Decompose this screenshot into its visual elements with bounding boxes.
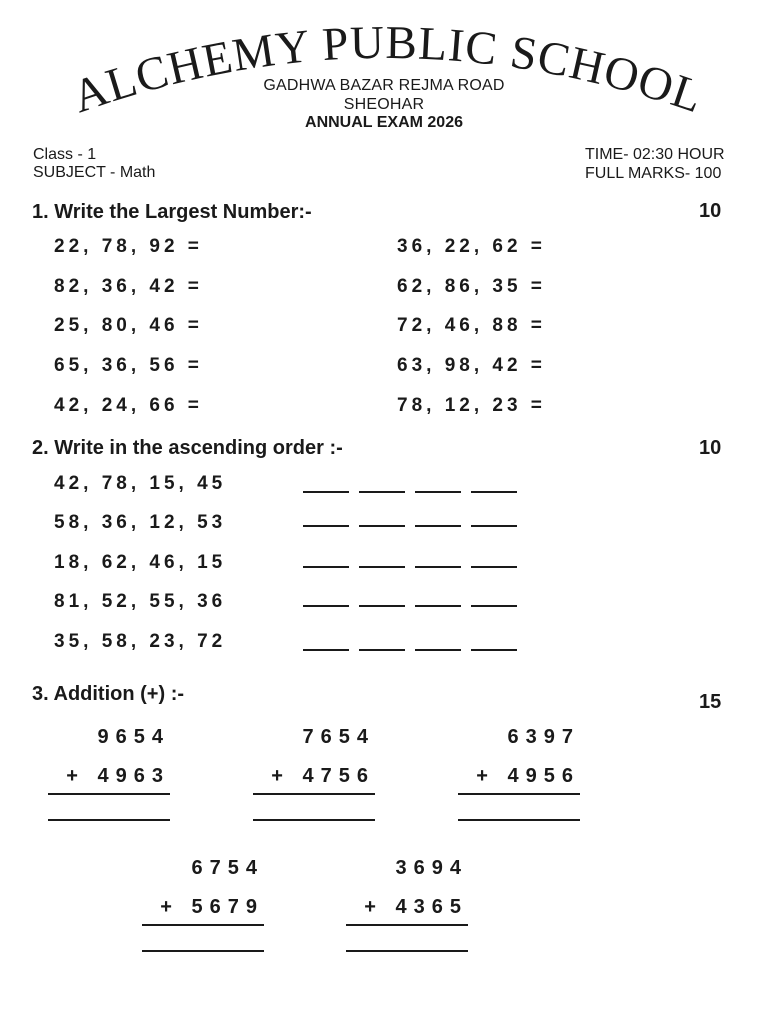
q2-item-4: 81, 52, 55, 36 bbox=[54, 591, 227, 612]
q1-marks: 10 bbox=[699, 200, 722, 222]
answer-blank[interactable] bbox=[471, 605, 517, 607]
answer-blank[interactable] bbox=[303, 605, 349, 607]
answer-blank[interactable] bbox=[415, 649, 461, 651]
q2-item-1: 42, 78, 15, 45 bbox=[54, 473, 227, 494]
answer-blank[interactable] bbox=[471, 525, 517, 527]
answer-blank[interactable] bbox=[303, 649, 349, 651]
addition-bottom-3: + 4956 bbox=[476, 765, 580, 787]
addition-rule bbox=[346, 924, 468, 926]
addition-rule bbox=[253, 793, 375, 795]
q1-right-item-3: 72, 46, 88 = bbox=[397, 315, 546, 336]
full-marks-label: FULL MARKS- 100 bbox=[585, 165, 722, 182]
answer-blank[interactable] bbox=[303, 491, 349, 493]
addition-answer-line[interactable] bbox=[458, 819, 580, 821]
q1-left-item-5: 42, 24, 66 = bbox=[54, 395, 203, 416]
addition-answer-line[interactable] bbox=[142, 950, 264, 952]
answer-blank[interactable] bbox=[471, 491, 517, 493]
q1-right-item-2: 62, 86, 35 = bbox=[397, 276, 546, 297]
q1-right-item-1: 36, 22, 62 = bbox=[397, 236, 546, 257]
q2-item-2: 58, 36, 12, 53 bbox=[54, 512, 227, 533]
q2-marks: 10 bbox=[699, 437, 722, 459]
q1-left-item-2: 82, 36, 42 = bbox=[54, 276, 203, 297]
addition-bottom-1: + 4963 bbox=[66, 765, 170, 787]
answer-blank[interactable] bbox=[359, 525, 405, 527]
q2-item-5: 35, 58, 23, 72 bbox=[54, 631, 227, 652]
addition-top-2: 7654 bbox=[302, 726, 375, 748]
address-line-1: GADHWA BAZAR REJMA ROAD bbox=[263, 77, 505, 94]
q1-left-item-3: 25, 80, 46 = bbox=[54, 315, 203, 336]
q1-left-item-1: 22, 78, 92 = bbox=[54, 236, 203, 257]
q3-title: 3. Addition (+) :- bbox=[32, 683, 185, 705]
addition-top-1: 9654 bbox=[97, 726, 170, 748]
addition-rule bbox=[48, 793, 170, 795]
addition-rule bbox=[142, 924, 264, 926]
answer-blank[interactable] bbox=[359, 649, 405, 651]
answer-blank[interactable] bbox=[359, 491, 405, 493]
address-line-2: SHEOHAR bbox=[343, 96, 425, 113]
answer-blank[interactable] bbox=[471, 649, 517, 651]
answer-blank[interactable] bbox=[303, 525, 349, 527]
school-name: ALCHEMY PUBLIC SCHOOL bbox=[65, 16, 710, 124]
q1-right-item-4: 63, 98, 42 = bbox=[397, 355, 546, 376]
time-label: TIME- 02:30 HOUR bbox=[585, 146, 725, 163]
answer-blank[interactable] bbox=[471, 566, 517, 568]
addition-answer-line[interactable] bbox=[253, 819, 375, 821]
addition-rule bbox=[458, 793, 580, 795]
answer-blank[interactable] bbox=[415, 566, 461, 568]
class-label: Class - 1 bbox=[33, 146, 97, 163]
addition-bottom-5: + 4365 bbox=[364, 896, 468, 918]
answer-blank[interactable] bbox=[415, 525, 461, 527]
q1-left-item-4: 65, 36, 56 = bbox=[54, 355, 203, 376]
addition-top-5: 3694 bbox=[395, 857, 468, 879]
q1-title: 1. Write the Largest Number:- bbox=[32, 201, 312, 223]
addition-top-3: 6397 bbox=[507, 726, 580, 748]
q3-marks: 15 bbox=[699, 691, 722, 713]
q2-title: 2. Write in the ascending order :- bbox=[32, 437, 343, 459]
addition-bottom-2: + 4756 bbox=[271, 765, 375, 787]
answer-blank[interactable] bbox=[415, 491, 461, 493]
answer-blank[interactable] bbox=[359, 566, 405, 568]
exam-title: ANNUAL EXAM 2026 bbox=[305, 114, 463, 131]
addition-answer-line[interactable] bbox=[346, 950, 468, 952]
q2-item-3: 18, 62, 46, 15 bbox=[54, 552, 227, 573]
subject-label: SUBJECT - Math bbox=[33, 164, 156, 181]
q1-right-item-5: 78, 12, 23 = bbox=[397, 395, 546, 416]
addition-bottom-4: + 5679 bbox=[160, 896, 264, 918]
answer-blank[interactable] bbox=[415, 605, 461, 607]
answer-blank[interactable] bbox=[303, 566, 349, 568]
addition-answer-line[interactable] bbox=[48, 819, 170, 821]
addition-top-4: 6754 bbox=[191, 857, 264, 879]
answer-blank[interactable] bbox=[359, 605, 405, 607]
